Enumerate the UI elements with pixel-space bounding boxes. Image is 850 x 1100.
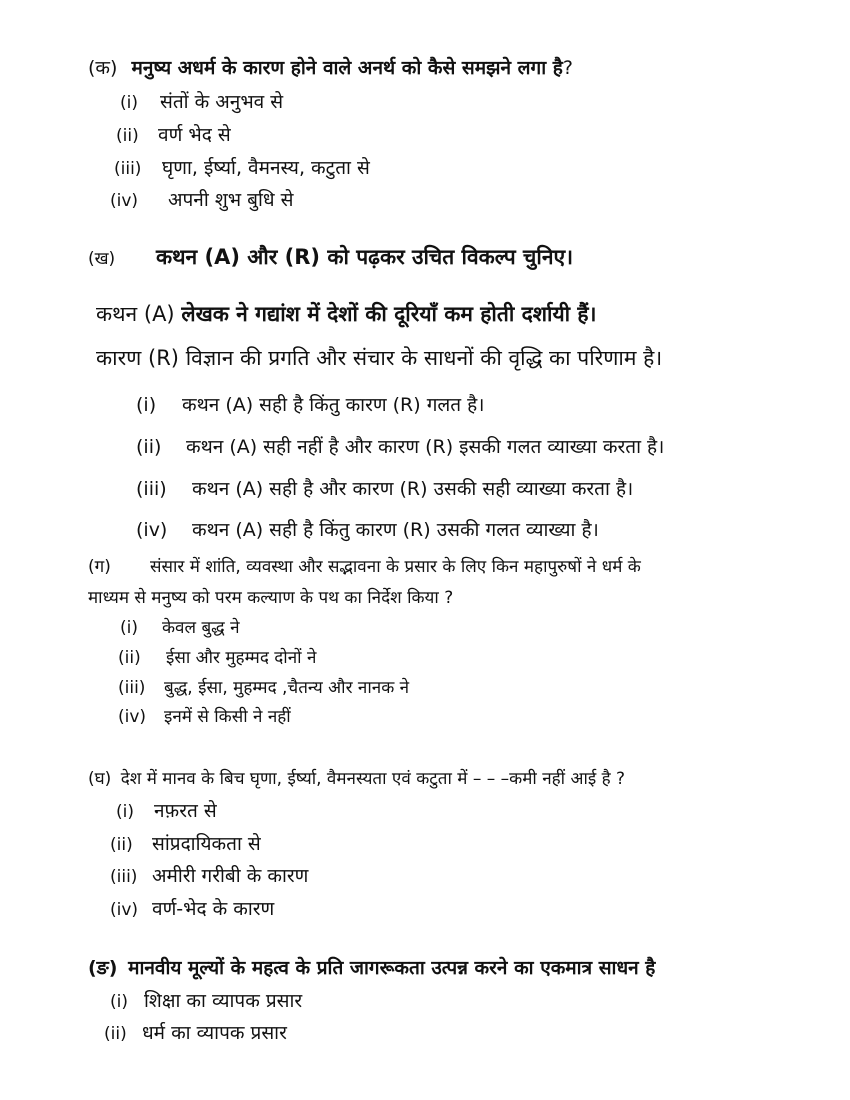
question-text: मनुष्य अधर्म के कारण होने वाले अनर्थ को कैसे समझने लगा है bbox=[131, 57, 563, 79]
question-text-line2: माध्यम से मनुष्य को परम कल्याण के पथ का निर्देश किया ? bbox=[88, 588, 454, 608]
option: (i) संतों के अनुभव से bbox=[120, 91, 284, 113]
question-text-line1: संसार में शांति, व्यवस्था और सद्भावना के प्रसार के लिए किन महापुरुषों ने धर्म के bbox=[150, 557, 641, 577]
option: (ii) वर्ण भेद से bbox=[116, 124, 231, 146]
option: (iv) अपनी शुभ बुधि से bbox=[110, 189, 294, 211]
question-mark: ? bbox=[562, 57, 573, 79]
assertion bbox=[96, 301, 597, 328]
option: (iii) अमीरी गरीबी के कारण bbox=[110, 865, 309, 887]
question-nga bbox=[88, 956, 655, 981]
question-ka bbox=[88, 56, 573, 81]
question-label: (क) bbox=[88, 57, 118, 79]
question-label: (ग) bbox=[88, 557, 111, 577]
question-text: मानवीय मूल्यों के महत्व के प्रति जागरूकता उत्पन्न करने का एकमात्र साधन है bbox=[128, 957, 656, 979]
question-label: (ख) bbox=[88, 249, 116, 269]
question-label: (घ) bbox=[88, 769, 112, 789]
reason-text: विज्ञान की प्रगति और संचार के साधनों की वृद्धि का परिणाम है। bbox=[185, 346, 663, 370]
option: (i) शिक्षा का व्यापक प्रसार bbox=[110, 990, 303, 1012]
option: (ii) ईसा और मुहम्मद दोनों ने bbox=[118, 648, 317, 668]
reason bbox=[96, 345, 662, 372]
assertion-text: लेखक ने गद्यांश में देशों की दूरियाँ कम होती दर्शायी हैं। bbox=[181, 302, 597, 326]
option: (iii) बुद्ध, ईसा, मुहम्मद ,चैतन्य और नानक ने bbox=[118, 678, 410, 698]
question-kha bbox=[88, 244, 573, 271]
option: (ii) सांप्रदायिकता से bbox=[110, 833, 261, 855]
option: (ii) कथन (A) सही नहीं है और कारण (R) इसकी गलत व्याख्या करता है। bbox=[136, 436, 665, 458]
question-ga bbox=[88, 556, 641, 578]
question-gha bbox=[88, 768, 625, 790]
option: (ii) धर्म का व्यापक प्रसार bbox=[104, 1022, 287, 1044]
question-label: (ङ) bbox=[88, 957, 118, 979]
option: (i) केवल बुद्ध ने bbox=[120, 618, 240, 638]
assertion-label: कथन (A) bbox=[96, 302, 175, 326]
option: (iv) वर्ण-भेद के कारण bbox=[110, 898, 275, 920]
question-text: कथन (A) और (R) को पढ़कर उचित विकल्प चुनिए। bbox=[156, 245, 574, 269]
option: (iii) कथन (A) सही है और कारण (R) उसकी सही व्याख्या करता है। bbox=[136, 478, 634, 500]
question-text: देश में मानव के बिच घृणा, ईर्ष्या, वैमनस्यता एवं कटुता में – – –कमी नहीं आई है ? bbox=[120, 769, 626, 789]
question-ga-line2 bbox=[88, 587, 453, 609]
option: (i) नफ़रत से bbox=[116, 800, 217, 822]
option: (iv) कथन (A) सही है किंतु कारण (R) उसकी गलत व्याख्या है। bbox=[136, 519, 599, 541]
reason-label: कारण (R) bbox=[96, 346, 179, 370]
option: (iii) घृणा, ईर्ष्या, वैमनस्य, कटुता से bbox=[114, 157, 370, 179]
option: (i) कथन (A) सही है किंतु कारण (R) गलत है। bbox=[136, 394, 485, 416]
option: (iv) इनमें से किसी ने नहीं bbox=[118, 707, 291, 727]
